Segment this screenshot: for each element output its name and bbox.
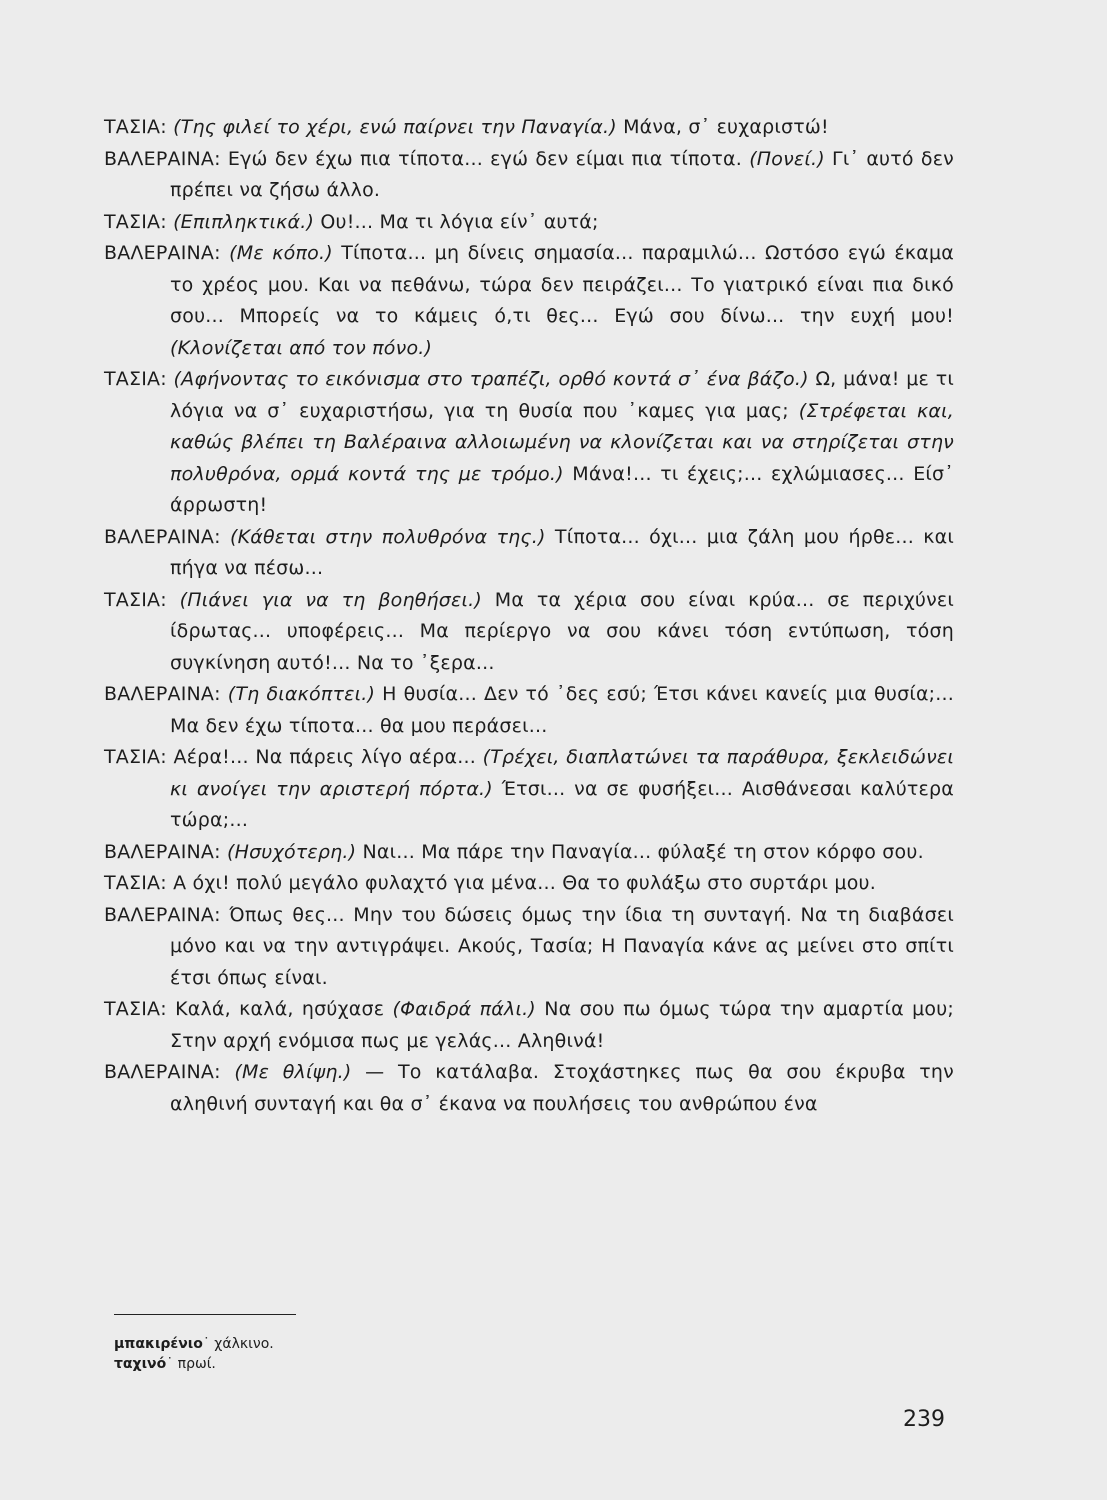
footnote-rule (114, 1314, 296, 1315)
speaker-name: ΤΑΣΙΑ: (104, 116, 167, 138)
stage-direction: (Επιπληκτικά.) (173, 210, 315, 233)
speaker-name: ΒΑΛΕΡΑΙΝΑ: (104, 147, 221, 170)
stage-direction: (Φαιδρά πάλι.) (392, 998, 536, 1020)
footnotes (114, 1334, 274, 1374)
spoken-line: Ναι... Μα πάρε την Παναγία... φύλαξέ τη στον κόρφο σου. (356, 840, 924, 863)
spoken-line: Τίποτα... όχι... μια ζάλη μου ήρθε... και πήγα να πέσω... (170, 525, 954, 579)
dialogue-turn (104, 868, 954, 900)
spoken-line: Τίποτα... μη δίνεις σημασία... παραμιλώ... Ωστόσο εγώ έκαμα το χρέος μου. Και να πεθάνω, τώρα δεν πειράζει... Το γιατρικό είναι πια δικό σου... Μπορείς να το κάμεις ό,τι θες... Εγώ σου δίνω... την ευχή μου! (170, 242, 954, 327)
spoken-line: Μάνα, σ᾽ ευχαριστώ! (616, 116, 829, 138)
footnote-term: μπακιρένιο (114, 1336, 203, 1352)
dialogue-turn (104, 144, 954, 207)
stage-direction: (Της φιλεί το χέρι, ενώ παίρνει την Παναγία.) (173, 116, 617, 138)
speaker-name: ΤΑΣΙΑ: (104, 872, 167, 894)
spoken-line: Γι᾽ αυτό δεν πρέπει να ζήσω άλλο. (170, 147, 954, 201)
stage-direction: (Τη διακόπτει.) (227, 683, 376, 705)
footnote-separator: ˙ (166, 1356, 178, 1372)
speaker-name: ΒΑΛΕΡΑΙΝΑ: (104, 242, 221, 264)
stage-direction: (Τρέχει, διαπλατώνει τα παράθυρα, ξεκλειδώνει κι ανοίγει την αριστερή πόρτα.) (170, 746, 955, 800)
stage-direction: (Κλονίζεται από τον πόνο.) (170, 336, 433, 359)
stage-direction: (Κάθεται στην πολυθρόνα της.) (229, 525, 546, 548)
page-number: 239 (903, 1407, 945, 1432)
spoken-line: Ου!... Μα τι λόγια είν᾽ αυτά; (314, 210, 599, 233)
stage-direction: (Με κόπο.) (229, 242, 333, 264)
footnote-separator: ˙ (202, 1336, 215, 1352)
speaker-name: ΤΑΣΙΑ: (104, 998, 167, 1020)
dialogue-turn (104, 994, 954, 1057)
stage-direction: (Με θλίψη.) (234, 1061, 352, 1083)
spoken-line: Εγώ δεν έχω πια τίποτα... εγώ δεν είμαι πια τίποτα. (227, 147, 750, 170)
footnote-definition: πρωί. (177, 1356, 216, 1372)
spoken-line: — Το κατάλαβα. Στοχάστηκες πως θα σου έκρυβα την αληθινή συνταγή και θα σ᾽ έκανα να πουλήσεις του ανθρώπου ένα (170, 1061, 954, 1115)
dialogue-turn (104, 364, 954, 522)
stage-direction: (Πιάνει για να τη βοηθήσει.) (179, 588, 482, 611)
stage-direction: (Αφήνοντας το εικόνισμα στο τραπέζι, ορθό κοντά σ᾽ ένα βάζο.) (173, 368, 809, 390)
speaker-name: ΒΑΛΕΡΑΙΝΑ: (104, 1061, 221, 1083)
dialogue-turn (104, 112, 954, 144)
spoken-line: Ω, μάνα! με τι λόγια να σ᾽ ευχαριστήσω, για τη θυσία που ᾽καμες για μας; (170, 368, 955, 422)
dialogue-turn (104, 837, 954, 869)
speaker-name: ΒΑΛΕΡΑΙΝΑ: (104, 525, 221, 548)
speaker-name: ΤΑΣΙΑ: (104, 210, 167, 233)
spoken-line: Α όχι! πολύ μεγάλο φυλαχτό για μένα... Θα το φυλάξω στο συρτάρι μου. (173, 872, 876, 894)
spoken-line: Έτσι... να σε φυσήξει... Αισθάνεσαι καλύτερα τώρα;... (170, 777, 954, 831)
footnote-definition: χάλκινο. (214, 1336, 274, 1352)
dialogue-turn (104, 585, 954, 680)
speaker-name: ΤΑΣΙΑ: (104, 746, 167, 768)
dialogue-turn (104, 207, 954, 239)
dialogue-turn (104, 522, 954, 585)
footnote (114, 1334, 274, 1354)
speaker-name: ΤΑΣΙΑ: (104, 588, 167, 611)
speaker-name: ΤΑΣΙΑ: (104, 368, 167, 390)
dialogue-turn (104, 742, 954, 837)
footnote (114, 1354, 274, 1374)
speaker-name: ΒΑΛΕΡΑΙΝΑ: (104, 903, 221, 926)
dialogue-turn (104, 900, 954, 995)
spoken-line: Όπως θες... Μην του δώσεις όμως την ίδια τη συνταγή. Να τη διαβάσει μόνο και να την αντιγράψει. Ακούς, Τασία; Η Παναγία κάνε ας μείνει στο σπίτι έτσι όπως είναι. (170, 903, 954, 989)
spoken-line: Να σου πω όμως τώρα την αμαρτία μου; Στην αρχή ενόμισα πως με γελάς... Αληθινά! (170, 998, 954, 1052)
spoken-line: Καλά, καλά, ησύχασε (175, 998, 393, 1020)
stage-direction: (Ησυχότερη.) (226, 840, 357, 863)
spoken-line: Η θυσία... Δεν τό ᾽δες εσύ; Έτσι κάνει κανείς μια θυσία;... Μα δεν έχω τίποτα... θα μου περάσει... (170, 683, 954, 737)
dialogue-turn (104, 238, 954, 364)
stage-direction: (Πονεί.) (749, 147, 825, 170)
stage-direction: (Στρέφεται και, καθώς βλέπει τη Βαλέραινα αλλοιωμένη να κλονίζεται και να στηρίζεται στην πολυθρόνα, ορμά κοντά της με τρόμο.) (170, 399, 954, 485)
dialogue-turn (104, 1057, 954, 1120)
dialogue-text (104, 112, 954, 1120)
spoken-line: Μα τα χέρια σου είναι κρύα... σε περιχύνει ίδρωτας... υποφέρεις... Μα περίεργο να σου κάνει τόση εντύπωση, τόση συγκίνηση αυτό!... Να το ᾽ξερα... (170, 588, 955, 674)
footnote-term: ταχινό (114, 1356, 167, 1372)
speaker-name: ΒΑΛΕΡΑΙΝΑ: (104, 840, 221, 863)
spoken-line: Αέρα!... Να πάρεις λίγο αέρα... (173, 746, 483, 768)
dialogue-turn (104, 679, 954, 742)
spoken-line: Μάνα!... τι έχεις;... εχλώμιασες... Είσ᾽ άρρωστη! (170, 462, 954, 516)
speaker-name: ΒΑΛΕΡΑΙΝΑ: (104, 683, 221, 705)
